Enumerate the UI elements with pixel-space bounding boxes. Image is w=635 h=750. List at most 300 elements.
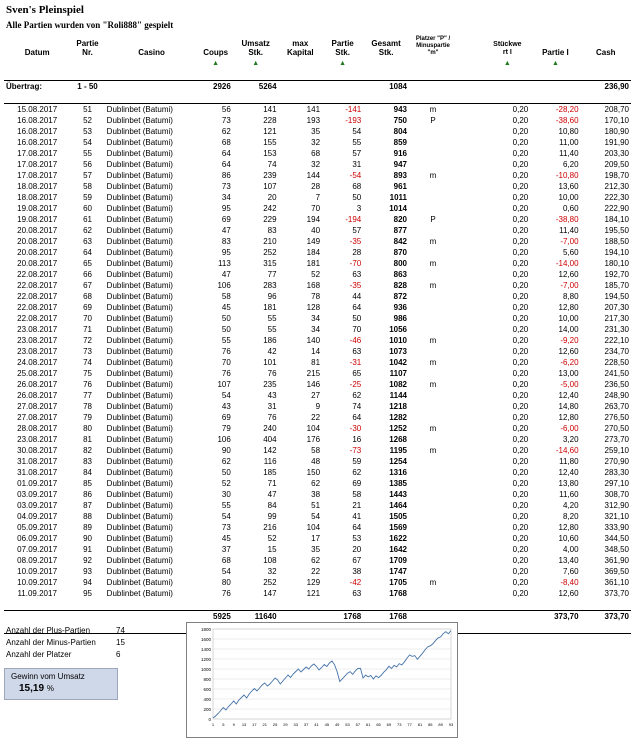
cell-partie-stk: -141 — [345, 105, 362, 114]
table-row[interactable] — [4, 533, 631, 544]
total-umsatz: 11640 — [254, 612, 277, 621]
table-row[interactable] — [4, 258, 631, 269]
cell-cash: 222,30 — [604, 193, 629, 202]
cell-datum: 22.08.2017 — [17, 281, 58, 290]
cell-partie-i: 8,80 — [563, 292, 579, 301]
cell-partie-i: 0,60 — [563, 204, 579, 213]
cell-gesamt-stk: 1011 — [389, 193, 407, 202]
cell-platzer-flag: m — [429, 259, 437, 268]
cell-stueckwert: 0,20 — [512, 369, 529, 378]
cell-partie-stk: 57 — [352, 149, 362, 158]
cell-partie-stk: -42 — [349, 578, 362, 587]
svg-text:1600: 1600 — [200, 636, 211, 642]
uebertrag-label: Übertrag: — [6, 82, 43, 91]
cell-datum: 20.08.2017 — [17, 259, 58, 268]
table-row[interactable] — [4, 555, 631, 566]
table-row[interactable] — [4, 302, 631, 313]
cell-umsatz: 315 — [263, 259, 277, 268]
cell-partie-stk: 63 — [352, 270, 362, 279]
cell-stueckwert: 0,20 — [512, 138, 529, 147]
svg-text:73: 73 — [397, 722, 402, 727]
cell-partie-i: 3,20 — [563, 435, 579, 444]
cell-umsatz: 229 — [263, 215, 277, 224]
cell-umsatz: 20 — [267, 193, 277, 202]
cell-casino: Dublinbet (Batumi) — [106, 402, 173, 411]
cell-platzer-flag — [409, 434, 457, 445]
cell-partie-i: -7,00 — [560, 237, 579, 246]
cell-partie-nr: 66 — [83, 270, 92, 279]
cell-datum: 20.08.2017 — [17, 226, 58, 235]
cell-datum: 22.08.2017 — [17, 303, 58, 312]
cell-partie-stk: -73 — [349, 446, 362, 455]
table-row[interactable] — [4, 225, 631, 236]
cell-partie-i: 10,60 — [558, 534, 579, 543]
cell-platzer-flag: m — [429, 105, 437, 114]
cell-cash: 217,30 — [604, 314, 629, 323]
cell-cash: 195,50 — [604, 226, 629, 235]
col-gesamt-stk: Gesamt Stk. — [371, 39, 401, 57]
cell-partie-stk: 64 — [352, 303, 362, 312]
cell-stueckwert: 0,20 — [512, 248, 529, 257]
partien-table — [4, 36, 631, 634]
cell-datum: 01.09.2017 — [17, 479, 58, 488]
cell-max-kapital: 51 — [311, 501, 321, 510]
cell-coups: 55 — [221, 501, 231, 510]
cell-umsatz: 52 — [267, 534, 277, 543]
cell-stueckwert: 0,20 — [512, 534, 529, 543]
table-row[interactable] — [4, 500, 631, 511]
table-row[interactable] — [4, 335, 631, 346]
cell-partie-i: 11,80 — [559, 457, 579, 466]
cell-partie-i: 13,40 — [558, 556, 579, 565]
cell-cash: 308,70 — [604, 490, 629, 499]
cell-coups: 56 — [221, 105, 231, 114]
table-row[interactable] — [4, 467, 631, 478]
cell-gesamt-stk: 1056 — [389, 325, 407, 334]
cell-stueckwert: 0,20 — [512, 292, 529, 301]
cell-max-kapital: 194 — [306, 215, 321, 224]
cell-coups: 83 — [221, 237, 231, 246]
cell-datum: 18.08.2017 — [17, 182, 58, 191]
svg-text:1200: 1200 — [200, 656, 211, 662]
cell-casino: Dublinbet (Batumi) — [106, 578, 173, 587]
col-datum: Datum — [24, 48, 50, 57]
cell-casino: Dublinbet (Batumi) — [106, 281, 173, 290]
cell-coups: 69 — [221, 413, 231, 422]
cell-casino: Dublinbet (Batumi) — [106, 501, 173, 510]
cell-max-kapital: 146 — [306, 380, 321, 389]
cell-stueckwert: 0,20 — [512, 512, 529, 521]
cell-coups: 69 — [221, 215, 231, 224]
cell-gesamt-stk: 1082 — [389, 380, 407, 389]
cell-gesamt-stk: 1073 — [389, 347, 407, 356]
table-row[interactable] — [4, 203, 631, 214]
cell-partie-i: 13,80 — [558, 479, 579, 488]
cell-coups: 76 — [221, 369, 231, 378]
cell-partie-stk: 59 — [352, 457, 362, 466]
cell-partie-nr: 51 — [83, 105, 92, 114]
cell-partie-i: 11,60 — [559, 490, 579, 499]
cell-gesamt-stk: 1385 — [389, 479, 407, 488]
cell-gesamt-stk: 863 — [393, 270, 407, 279]
cell-coups: 76 — [221, 347, 231, 356]
cell-datum: 07.09.2017 — [17, 545, 58, 554]
cell-stueckwert: 0,20 — [512, 347, 529, 356]
table-row[interactable] — [4, 456, 631, 467]
table-row[interactable] — [4, 313, 631, 324]
cell-partie-nr: 85 — [83, 479, 92, 488]
cell-umsatz: 76 — [267, 369, 277, 378]
cell-umsatz: 99 — [267, 512, 277, 521]
cell-coups: 55 — [221, 336, 231, 345]
cell-casino: Dublinbet (Batumi) — [106, 336, 173, 345]
cell-partie-nr: 60 — [83, 204, 92, 213]
table-row[interactable] — [4, 324, 631, 335]
cell-datum: 19.08.2017 — [17, 204, 58, 213]
cell-max-kapital: 104 — [306, 523, 321, 532]
cell-partie-i: 12,40 — [558, 468, 579, 477]
cell-partie-stk: -25 — [349, 380, 362, 389]
cell-partie-i: -6,00 — [560, 424, 579, 433]
svg-text:9: 9 — [232, 722, 235, 727]
cell-umsatz: 83 — [267, 226, 277, 235]
cell-platzer-flag: m — [429, 237, 437, 246]
table-row[interactable] — [4, 346, 631, 357]
col-partie-nr: Partie Nr. — [76, 39, 99, 57]
cell-gesamt-stk: 1569 — [389, 523, 407, 532]
cell-cash: 348,50 — [604, 545, 629, 554]
uebertrag-row — [4, 81, 631, 93]
table-row[interactable] — [4, 192, 631, 203]
cell-cash: 194,50 — [604, 292, 629, 301]
cell-umsatz: 121 — [263, 127, 277, 136]
cell-gesamt-stk: 936 — [393, 303, 407, 312]
cell-max-kapital: 62 — [311, 479, 321, 488]
cell-max-kapital: 27 — [311, 391, 321, 400]
cell-max-kapital: 78 — [311, 292, 321, 301]
cell-gesamt-stk: 1443 — [389, 490, 407, 499]
sort-marker-umsatz: ▲ — [252, 60, 260, 67]
uebertrag-gesamt: 1084 — [389, 82, 407, 91]
cell-coups: 76 — [221, 589, 231, 598]
svg-text:61: 61 — [365, 722, 371, 727]
cell-partie-nr: 87 — [83, 501, 92, 510]
table-row[interactable] — [4, 181, 631, 192]
svg-text:200: 200 — [203, 706, 211, 712]
cell-max-kapital: 104 — [306, 424, 321, 433]
cell-platzer-flag: m — [429, 336, 437, 345]
cell-coups: 37 — [221, 545, 231, 554]
cell-partie-i: 11,40 — [559, 226, 579, 235]
cell-coups: 68 — [221, 556, 231, 565]
cell-casino: Dublinbet (Batumi) — [106, 556, 173, 565]
table-row[interactable] — [4, 544, 631, 555]
table-row[interactable] — [4, 357, 631, 368]
table-row[interactable] — [4, 445, 631, 456]
table-row[interactable] — [4, 236, 631, 247]
cell-umsatz: 31 — [267, 402, 277, 411]
table-row[interactable] — [4, 269, 631, 280]
cell-partie-stk: -70 — [349, 259, 362, 268]
cell-datum: 16.08.2017 — [17, 127, 58, 136]
svg-text:400: 400 — [203, 696, 211, 702]
cell-platzer-flag: m — [429, 446, 437, 455]
table-row[interactable] — [4, 159, 631, 170]
table-row[interactable] — [4, 214, 631, 225]
table-row[interactable] — [4, 247, 631, 258]
cell-umsatz: 15 — [267, 545, 277, 554]
cell-datum: 25.08.2017 — [17, 369, 58, 378]
uebertrag-umsatz: 5264 — [258, 82, 277, 91]
cell-partie-i: -6,20 — [560, 358, 579, 367]
cell-partie-stk: 74 — [352, 402, 362, 411]
cell-max-kapital: 40 — [311, 226, 321, 235]
total-partie-i: 373,70 — [554, 612, 579, 621]
table-row[interactable] — [4, 280, 631, 291]
cell-gesamt-stk: 916 — [393, 149, 407, 158]
cell-platzer-flag — [409, 478, 457, 489]
cell-partie-i: -8,40 — [560, 578, 579, 587]
table-row[interactable] — [4, 148, 631, 159]
svg-text:93: 93 — [448, 722, 454, 727]
table-row[interactable] — [4, 115, 631, 126]
cell-partie-nr: 90 — [83, 534, 92, 543]
table-row[interactable] — [4, 401, 631, 412]
table-row[interactable] — [4, 126, 631, 137]
cell-datum: 27.08.2017 — [17, 413, 58, 422]
cell-cash: 180,10 — [604, 259, 629, 268]
cell-datum: 15.08.2017 — [17, 105, 58, 114]
svg-text:1000: 1000 — [200, 666, 211, 672]
page-title: Sven's Pleinspiel — [6, 4, 84, 16]
gewinn-box — [4, 668, 118, 700]
cell-max-kapital: 35 — [311, 545, 321, 554]
cell-stueckwert: 0,20 — [512, 567, 529, 576]
cell-partie-nr: 89 — [83, 523, 92, 532]
cell-partie-i: -10,80 — [555, 171, 579, 180]
table-row[interactable] — [4, 588, 631, 599]
table-row[interactable] — [4, 566, 631, 577]
cell-partie-stk: 38 — [352, 567, 362, 576]
cell-stueckwert: 0,20 — [512, 314, 529, 323]
cell-coups: 47 — [221, 270, 231, 279]
cell-coups: 62 — [221, 127, 231, 136]
cell-datum: 20.08.2017 — [17, 237, 58, 246]
svg-text:69: 69 — [386, 722, 392, 727]
cell-cash: 184,10 — [604, 215, 629, 224]
cell-cash: 270,90 — [604, 457, 629, 466]
table-row[interactable] — [4, 137, 631, 148]
cell-datum: 17.08.2017 — [17, 171, 58, 180]
cell-stueckwert: 0,20 — [512, 457, 529, 466]
cell-casino: Dublinbet (Batumi) — [106, 182, 173, 191]
cell-partie-stk: 57 — [352, 226, 362, 235]
cell-coups: 70 — [221, 358, 231, 367]
cell-datum: 04.09.2017 — [17, 512, 58, 521]
cell-platzer-flag — [409, 181, 457, 192]
col-max-kapital: max Kapital — [286, 39, 314, 57]
cell-datum: 05.09.2017 — [17, 523, 58, 532]
uebertrag-range: 1 - 50 — [77, 82, 98, 91]
table-row[interactable] — [4, 423, 631, 434]
table-row[interactable] — [4, 489, 631, 500]
cell-stueckwert: 0,20 — [512, 171, 529, 180]
cell-coups: 34 — [221, 193, 231, 202]
cell-partie-stk: 69 — [352, 479, 362, 488]
cell-umsatz: 55 — [267, 325, 277, 334]
cell-cash: 222,90 — [604, 204, 629, 213]
cell-partie-i: 4,20 — [563, 501, 579, 510]
cell-max-kapital: 193 — [306, 116, 321, 125]
cell-partie-nr: 55 — [83, 149, 92, 158]
cell-cash: 207,30 — [604, 303, 629, 312]
table-row[interactable] — [4, 412, 631, 423]
table-row[interactable] — [4, 478, 631, 489]
cell-partie-nr: 64 — [83, 248, 92, 257]
cell-platzer-flag — [409, 148, 457, 159]
cell-partie-i: 4,00 — [563, 545, 579, 554]
cell-coups: 68 — [221, 138, 231, 147]
cell-stueckwert: 0,20 — [512, 490, 529, 499]
table-row[interactable] — [4, 104, 631, 116]
cell-partie-nr: 71 — [83, 325, 92, 334]
table-row[interactable] — [4, 170, 631, 181]
cell-max-kapital: 128 — [306, 303, 321, 312]
cell-cash: 236,50 — [604, 380, 629, 389]
cell-casino: Dublinbet (Batumi) — [106, 325, 173, 334]
cell-platzer-flag — [409, 390, 457, 401]
cell-stueckwert: 0,20 — [512, 468, 529, 477]
col-coups: Coups — [203, 48, 229, 57]
cell-casino: Dublinbet (Batumi) — [106, 479, 173, 488]
cell-casino: Dublinbet (Batumi) — [106, 380, 173, 389]
cell-partie-i: 5,60 — [563, 248, 579, 257]
svg-text:89: 89 — [438, 722, 443, 727]
cell-stueckwert: 0,20 — [512, 523, 529, 532]
cell-max-kapital: 22 — [311, 413, 321, 422]
cell-umsatz: 101 — [263, 358, 277, 367]
cell-casino: Dublinbet (Batumi) — [106, 259, 173, 268]
cell-coups: 113 — [218, 259, 231, 268]
cell-platzer-flag: m — [429, 424, 437, 433]
cell-platzer-flag: P — [430, 116, 436, 125]
svg-text:1800: 1800 — [200, 626, 211, 632]
table-row[interactable] — [4, 511, 631, 522]
cell-cash: 191,90 — [604, 138, 629, 147]
cell-platzer-flag: m — [429, 380, 437, 389]
cell-coups: 45 — [221, 534, 231, 543]
cell-gesamt-stk: 1642 — [389, 545, 407, 554]
cell-platzer-flag — [409, 401, 457, 412]
cell-partie-i: 13,00 — [558, 369, 579, 378]
cell-datum: 03.09.2017 — [17, 501, 58, 510]
cell-cash: 361,90 — [604, 556, 629, 565]
cell-gesamt-stk: 947 — [393, 160, 407, 169]
table-row[interactable] — [4, 522, 631, 533]
cell-cash: 283,30 — [604, 468, 629, 477]
cell-partie-stk: 50 — [352, 193, 362, 202]
cell-partie-nr: 92 — [83, 556, 92, 565]
table-row[interactable] — [4, 390, 631, 401]
cell-stueckwert: 0,20 — [512, 127, 529, 136]
cell-partie-stk: -30 — [349, 424, 362, 433]
cell-partie-nr: 81 — [83, 435, 92, 444]
cell-partie-stk: 67 — [352, 556, 362, 565]
svg-text:0: 0 — [208, 716, 211, 722]
cell-partie-nr: 75 — [83, 369, 92, 378]
cell-stueckwert: 0,20 — [512, 501, 529, 510]
cell-casino: Dublinbet (Batumi) — [106, 127, 173, 136]
cell-partie-stk: -46 — [349, 336, 362, 345]
table-row[interactable] — [4, 291, 631, 302]
cell-stueckwert: 0,20 — [512, 424, 529, 433]
table-body — [4, 81, 631, 634]
cell-coups: 54 — [221, 391, 231, 400]
cell-cash: 361,10 — [604, 578, 629, 587]
cell-coups: 106 — [217, 435, 231, 444]
cell-casino: Dublinbet (Batumi) — [106, 226, 173, 235]
cell-max-kapital: 54 — [311, 512, 321, 521]
cell-platzer-flag — [409, 566, 457, 577]
cell-coups: 50 — [221, 468, 231, 477]
cell-casino: Dublinbet (Batumi) — [106, 105, 173, 114]
table-row[interactable] — [4, 434, 631, 445]
cell-coups: 79 — [221, 424, 231, 433]
table-row[interactable] — [4, 379, 631, 390]
cell-datum: 26.08.2017 — [17, 391, 58, 400]
cell-stueckwert: 0,20 — [512, 402, 529, 411]
svg-text:600: 600 — [203, 686, 211, 692]
cell-partie-nr: 62 — [83, 226, 92, 235]
cell-partie-stk: 41 — [352, 512, 362, 521]
table-row[interactable] — [4, 368, 631, 379]
cell-casino: Dublinbet (Batumi) — [106, 457, 173, 466]
cell-partie-i: 12,80 — [558, 303, 579, 312]
cell-casino: Dublinbet (Batumi) — [106, 534, 173, 543]
cell-cash: 170,10 — [604, 116, 629, 125]
cell-partie-nr: 70 — [83, 314, 92, 323]
cell-platzer-flag: m — [429, 358, 437, 367]
cell-partie-nr: 57 — [83, 171, 92, 180]
cell-stueckwert: 0,20 — [512, 578, 529, 587]
cell-stueckwert: 0,20 — [512, 303, 529, 312]
cell-stueckwert: 0,20 — [512, 270, 529, 279]
cell-gesamt-stk: 1747 — [389, 567, 407, 576]
table-row[interactable] — [4, 577, 631, 588]
svg-text:1: 1 — [211, 722, 215, 727]
cell-partie-nr: 77 — [83, 391, 92, 400]
cell-casino: Dublinbet (Batumi) — [106, 369, 173, 378]
cell-partie-i: 14,00 — [558, 325, 579, 334]
cell-datum: 17.08.2017 — [17, 149, 58, 158]
cell-casino: Dublinbet (Batumi) — [106, 237, 173, 246]
cell-stueckwert: 0,20 — [512, 149, 529, 158]
cell-partie-stk: 21 — [352, 501, 362, 510]
cell-stueckwert: 0,20 — [512, 413, 529, 422]
cell-gesamt-stk: 1268 — [389, 435, 407, 444]
cell-cash: 234,70 — [604, 347, 629, 356]
cell-gesamt-stk: 828 — [393, 281, 407, 290]
cell-partie-stk: -35 — [349, 237, 362, 246]
cell-umsatz: 186 — [263, 336, 277, 345]
cell-max-kapital: 141 — [306, 105, 321, 114]
cell-partie-nr: 84 — [83, 468, 92, 477]
cell-coups: 54 — [221, 512, 231, 521]
cell-coups: 95 — [221, 204, 231, 213]
cell-gesamt-stk: 1195 — [389, 446, 407, 455]
cell-datum: 10.09.2017 — [17, 578, 58, 587]
col-umsatz: Umsatz Stk. — [241, 39, 270, 57]
